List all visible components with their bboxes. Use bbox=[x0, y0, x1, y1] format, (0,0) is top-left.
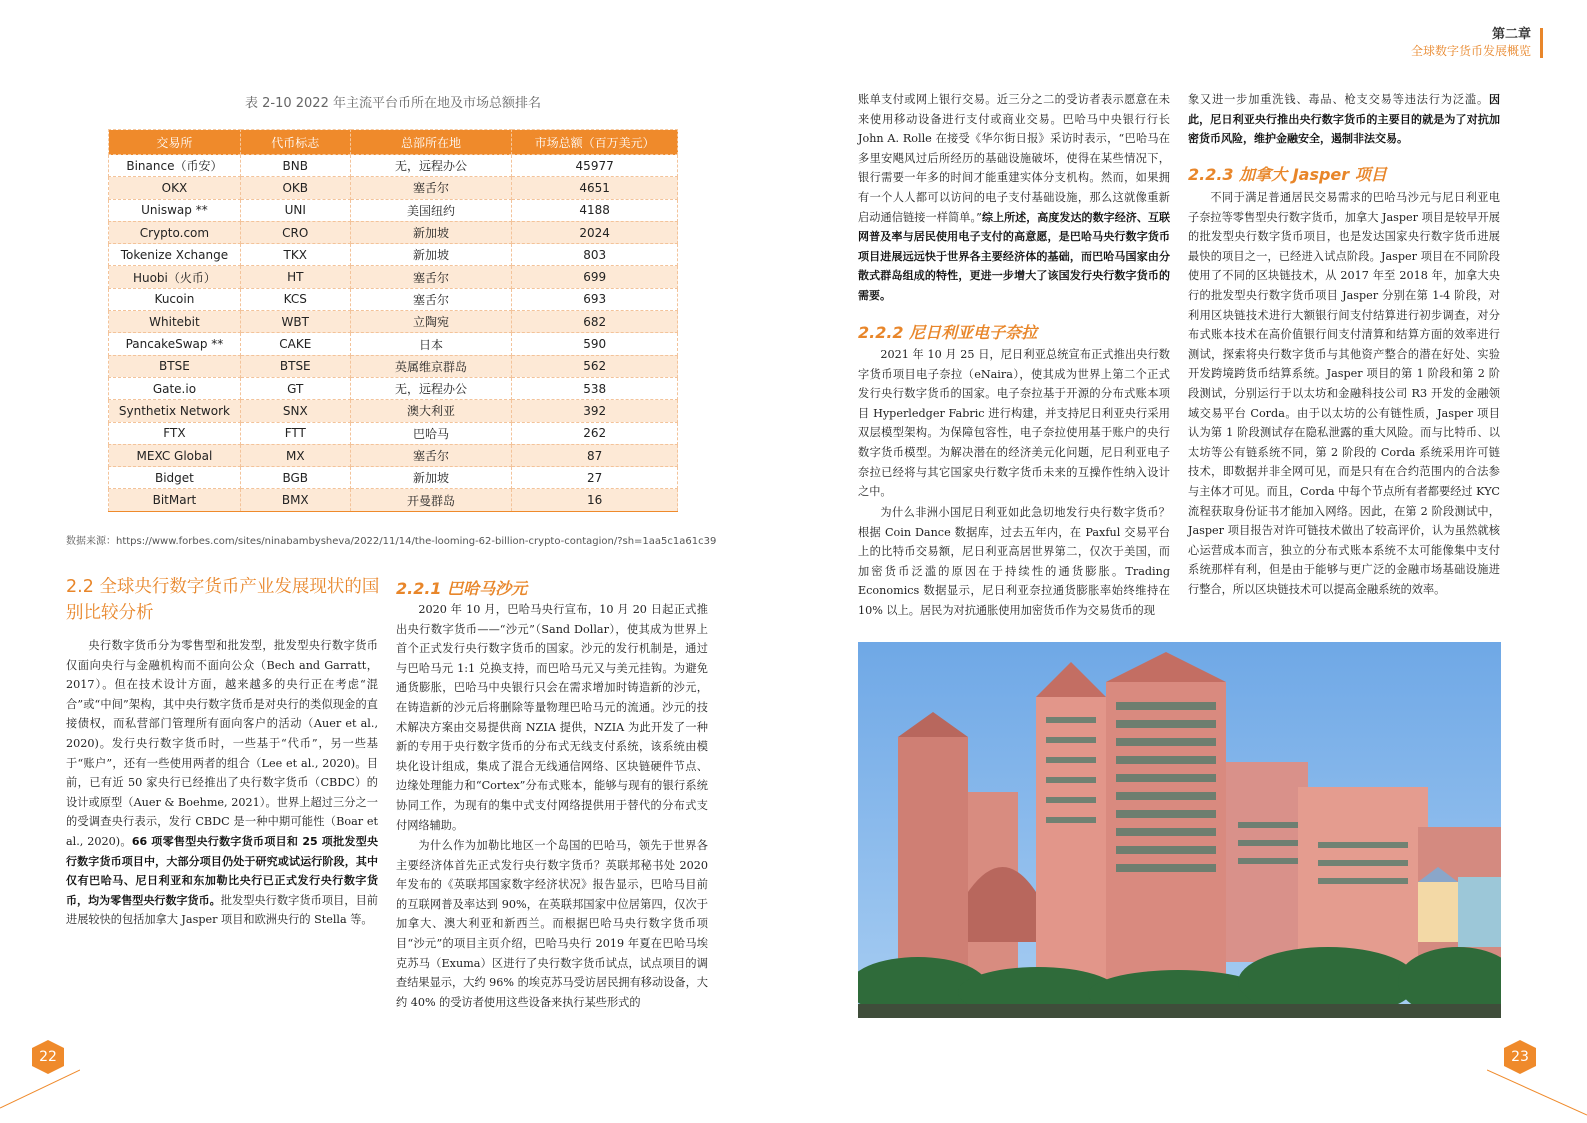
chapter-number: 第二章 bbox=[1491, 27, 1531, 42]
paragraph-bold-text: 因此，尼日利亚央行推出央行数字货币的主要目的就是为了对抗加密货币风险，维护金融安全，遏制非法交易。 bbox=[1188, 93, 1500, 146]
table-header-row bbox=[109, 130, 678, 155]
table-cell: UNI bbox=[240, 199, 350, 221]
table-cell: BTSE bbox=[240, 355, 350, 377]
table-cell: 803 bbox=[512, 244, 678, 266]
table-cell: CRO bbox=[240, 221, 350, 243]
table-cell: FTX bbox=[109, 422, 241, 444]
table-row bbox=[109, 444, 678, 466]
section-2-2-1-paragraph-3 bbox=[858, 90, 1170, 306]
table-cell: 塞舌尔 bbox=[350, 288, 512, 310]
table-cell: 英属维京群岛 bbox=[350, 355, 512, 377]
paragraph-text: 象又进一步加重洗钱、毒品、枪支交易等违法行为泛滥。 bbox=[1188, 93, 1489, 106]
table-row bbox=[109, 311, 678, 333]
table-cell: WBT bbox=[240, 311, 350, 333]
table-cell: Tokenize Xchange bbox=[109, 244, 241, 266]
table-cell: Whitebit bbox=[109, 311, 241, 333]
table-cell: 27 bbox=[512, 467, 678, 489]
table-cell: GT bbox=[240, 377, 350, 399]
section-2-2-2-heading: 2.2.2 尼日利亚电子奈拉 bbox=[858, 323, 1038, 342]
column-header: 市场总额（百万美元） bbox=[512, 130, 678, 155]
table-cell: 无，远程办公 bbox=[350, 377, 512, 399]
table-cell: 新加坡 bbox=[350, 244, 512, 266]
table-row bbox=[109, 155, 678, 177]
paragraph-text: 央行数字货币分为零售型和批发型，批发型央行数字货币仅面向央行与金融机构而不面向公众（Bech and Garratt，2017）。但在技术设计方面，越来越多的央行正在考虑“混合”或“中间”架构，其中央行数字货币是对央行的类似现金的直接债权，而私营部门管理所有面向客户的活动（Auer et al., 2020)。发行央行数字货币时，一些基于“代币”，另一些基于“账户”，还有一些使用两者的组合（Lee et al., 2020)。目前，已有近 50 家央行已经推出了央行数字货币（CBDC）的设计或原型（Auer & Boehme, 2021）。世界上超过三分之一的受调查央行表示，发行 CBDC 是一种中期可能性（Boar et al., 2020)。 bbox=[66, 639, 378, 848]
section-2-2-2-paragraph-3 bbox=[1188, 90, 1500, 149]
market-table bbox=[108, 129, 678, 512]
table-row bbox=[109, 266, 678, 288]
table-row bbox=[109, 489, 678, 511]
table-cell: 392 bbox=[512, 400, 678, 422]
table-cell: 塞舌尔 bbox=[350, 177, 512, 199]
table-cell: Huobi（火币） bbox=[109, 266, 241, 288]
table-cell: 新加坡 bbox=[350, 221, 512, 243]
table-cell: 682 bbox=[512, 311, 678, 333]
section-2-2-1-heading: 2.2.1 巴哈马沙元 bbox=[396, 579, 528, 598]
resort-photo bbox=[858, 642, 1501, 1018]
section-2-2-1-paragraph-1: 2020 年 10 月，巴哈马央行宣布，10 月 20 日起正式推出央行数字货币——“沙元”（Sand Dollar），使其成为世界上首个正式发行央行数字货币的国家。沙元的发行机制是，通过与巴哈马元 1:1 兑换支持，而巴哈马元又与美元挂钩。为避免通货膨胀，巴哈马中央银行只会在需求增加时铸造新的沙元，在铸造新的沙元后将删除等量物理巴哈马元的流通。沙元的技术解决方案由交易提供商 NZIA 提供，NZIA 为此开发了一种新的专用于央行数字货币的分布式无线支付系统，该系统由模块化设计组成，集成了混合无线通信网络、区块链硬件节点、边缘处理能力和“Cortex”分布式账本，能够与现有的银行系统协同工作，为现有的集中式支付网络提供用于替代的分布式支付网络辅助。 bbox=[396, 603, 708, 832]
table-cell: 塞舌尔 bbox=[350, 266, 512, 288]
table-cell: TKX bbox=[240, 244, 350, 266]
column-header: 代币标志 bbox=[240, 130, 350, 155]
table-cell: 巴哈马 bbox=[350, 422, 512, 444]
chapter-header bbox=[1411, 27, 1531, 59]
table-cell: Crypto.com bbox=[109, 221, 241, 243]
table-cell: PancakeSwap ** bbox=[109, 333, 241, 355]
table-row bbox=[109, 355, 678, 377]
table-cell: FTT bbox=[240, 422, 350, 444]
table-row bbox=[109, 400, 678, 422]
section-2-2-3-heading: 2.2.3 加拿大 Jasper 项目 bbox=[1188, 165, 1387, 184]
section-2-2-paragraph bbox=[66, 636, 378, 930]
table-cell: 262 bbox=[512, 422, 678, 444]
column-header: 交易所 bbox=[109, 130, 241, 155]
table-row bbox=[109, 221, 678, 243]
table-cell: Gate.io bbox=[109, 377, 241, 399]
table-cell: KCS bbox=[240, 288, 350, 310]
table-cell: SNX bbox=[240, 400, 350, 422]
section-2-2-3-paragraph-1: 不同于满足普通居民交易需求的巴哈马沙元与尼日利亚电子奈拉等零售型央行数字货币，加拿大 Jasper 项目是较早开展的批发型央行数字货币项目，也是发达国家央行数字货币进展最快的项目之一，已经进入试点阶段。Jasper 项目在不同阶段使用了不同的区块链技术，从 2017 年至 2018 年，加拿大央行的批发型央行数字货币项目 Jasper 分别在第 1-4 阶段，对利用区块链技术进行大额银行间支付结算进行初步调查，对分布式账本技术在高价值银行间支付清算和结算方面的效率进行测试，探索将央行数字货币与其他资产整合的潜在好处、实验开发跨境跨货币结算系统。Jasper 项目的第 1 阶段和第 2 阶段测试，分别运行于以太坊和金融科技公司 R3 开发的金融领域交易平台 Corda。由于以太坊的公有链性质，Jasper 项目认为第 1 阶段测试存在隐私泄露的重大风险。而与比特币、以太坊等公有链系统不同，第 2 阶段的 Corda 系统采用许可链技术，即数据并非全网可见，而是只有在合约范围内的合法参与主体才可见。而且，Corda 中每个节点所有者都要经过 KYC 流程获取身份证书才能加入网络。因此，在第 2 阶段测试中，Jasper 项目报告对许可链技术做出了较高评价，认为虽然就核心运营成本而言，独立的分布式账本系统不太可能像集中支付系统那样有利，但是由于能够与更广泛的金融市场基础设施进行整合，所以区块链技术可以提高金融系统的效率。 bbox=[1188, 191, 1500, 596]
table-row bbox=[109, 422, 678, 444]
table-cell: 美国纽约 bbox=[350, 199, 512, 221]
paragraph-bold-text: 66 项零售型央行数字货币项目和 25 项批发型央行数字货币项目中，大部分项目仍处于研究或试运行阶段，其中仅有巴哈马、尼日利亚和东加勒比央行已正式发行央行数字货币，均为零售型央行数字货币。 bbox=[66, 834, 378, 907]
table-cell: 16 bbox=[512, 489, 678, 511]
corner-decoration-left bbox=[0, 1060, 80, 1123]
paragraph-text: 账单支付或网上银行交易。近三分之二的受访者表示愿意在未来使用移动设备进行支付或商业交易。巴哈马中央银行行长 John A. Rolle 在接受《华尔街日报》采访时表示，“巴哈马在多里安飓风过后所经历的基础设施破坏，使得在某些情况下，银行需要一年多的时间才能重建实体分支机构。然而，如果拥有一个人人都可以访问的电子支付基础设施，那么这就像重新启动通信链接一样简单。” bbox=[858, 93, 1170, 224]
page-number-text: 23 bbox=[1511, 1049, 1529, 1065]
table-cell: 日本 bbox=[350, 333, 512, 355]
table-cell: MX bbox=[240, 444, 350, 466]
corner-decoration-right bbox=[1487, 1060, 1587, 1123]
table-row bbox=[109, 377, 678, 399]
table-cell: Kucoin bbox=[109, 288, 241, 310]
table-cell: 立陶宛 bbox=[350, 311, 512, 333]
table-cell: BMX bbox=[240, 489, 350, 511]
table-cell: 新加坡 bbox=[350, 467, 512, 489]
table-cell: 693 bbox=[512, 288, 678, 310]
table-cell: 开曼群岛 bbox=[350, 489, 512, 511]
table-cell: 4651 bbox=[512, 177, 678, 199]
section-2-2-2-paragraph-1: 2021 年 10 月 25 日，尼日利亚总统宣布正式推出央行数字货币项目电子奈拉（eNaira），使其成为世界上第二个正式发行央行数字货币的国家。电子奈拉基于开源的分布式账本项目 Hyperledger Fabric 进行构建，并支持尼日利亚央行采用双层模型架构。为保障包容性，电子奈拉使用基于账户的央行数字货币模型。为解决潜在的经济美元化问题，尼日利亚电子奈拉已经将与其它国家央行数字货币未来的互操作性纳入设计之中。 bbox=[858, 348, 1170, 499]
table-cell: 澳大利亚 bbox=[350, 400, 512, 422]
table-cell: CAKE bbox=[240, 333, 350, 355]
table-cell: BNB bbox=[240, 155, 350, 177]
table-row bbox=[109, 244, 678, 266]
column-header: 总部所在地 bbox=[350, 130, 512, 155]
table-cell: Uniswap ** bbox=[109, 199, 241, 221]
paragraph-bold-text: 综上所述，高度发达的数字经济、互联网普及率与居民使用电子支付的高意愿，是巴哈马央行数字货币项目进展远远快于世界各主要经济体的基础，而巴哈马国家由分散式群岛组成的特性，更进一步增大了该国发行央行数字货币的需要。 bbox=[858, 210, 1171, 302]
table-cell: 87 bbox=[512, 444, 678, 466]
table-source-note: 数据来源：https://www.forbes.com/sites/ninabambysheva/2022/11/14/the-looming-62-billion-crypto-contagion/?sh=1aa5c1a61c39 bbox=[66, 536, 717, 547]
table-cell: BGB bbox=[240, 467, 350, 489]
table-row bbox=[109, 177, 678, 199]
table-row bbox=[109, 288, 678, 310]
table-cell: 塞舌尔 bbox=[350, 444, 512, 466]
table-row bbox=[109, 199, 678, 221]
table-cell: 45977 bbox=[512, 155, 678, 177]
table-cell: BitMart bbox=[109, 489, 241, 511]
table-cell: BTSE bbox=[109, 355, 241, 377]
table-cell: 562 bbox=[512, 355, 678, 377]
table-row bbox=[109, 467, 678, 489]
table-cell: Bidget bbox=[109, 467, 241, 489]
table-cell: 699 bbox=[512, 266, 678, 288]
resort-illustration bbox=[858, 642, 1501, 1018]
table-cell: HT bbox=[240, 266, 350, 288]
table-cell: 2024 bbox=[512, 221, 678, 243]
table-cell: Synthetix Network bbox=[109, 400, 241, 422]
table-row bbox=[109, 333, 678, 355]
table-cell: 无，远程办公 bbox=[350, 155, 512, 177]
chapter-title: 全球数字货币发展概览 bbox=[1410, 44, 1531, 58]
table-cell: 4188 bbox=[512, 199, 678, 221]
table-cell: MEXC Global bbox=[109, 444, 241, 466]
section-2-2-1-paragraph-2: 为什么作为加勒比地区一个岛国的巴哈马，领先于世界各主要经济体首先正式发行央行数字货币？英联邦秘书处 2020 年发布的《英联邦国家数字经济状况》报告显示，巴哈马目前的互联网普及率达到 90%，在英联邦国家中位居第四，仅次于加拿大、澳大利亚和新西兰。而根据巴哈马央行数字货币项目“沙元”的项目主页介绍，巴哈马央行 2019 年夏在巴哈马埃克苏马（Exuma）区进行了央行数字货币试点，试点项目的调查结果显示，大约 96% 的埃克苏马受访居民拥有移动设备，大约 40% 的受访者使用这些设备来执行某些形式的 bbox=[396, 839, 708, 1009]
table-cell: Binance（币安） bbox=[109, 155, 241, 177]
table-cell: 590 bbox=[512, 333, 678, 355]
table-cell: 538 bbox=[512, 377, 678, 399]
table-cell: OKB bbox=[240, 177, 350, 199]
section-2-2-heading: 2.2 全球央行数字货币产业发展现状的国别比较分析 bbox=[66, 577, 380, 623]
section-2-2-2-paragraph-2: 为什么非洲小国尼日利亚如此急切地发行央行数字货币？根据 Coin Dance 数据库，过去五年内，在 Paxful 交易平台上的比特币交易额，尼日利亚高居世界第二，仅次于美国，而加密货币泛滥的原因在于持续性的通货膨胀。Trading Economics 数据显示，尼日利亚奈拉通货膨胀率始终维持在 10% 以上。居民为对抗通胀使用加密货币作为交易货币的现 bbox=[858, 506, 1170, 617]
paragraph-text: 批发型央行数字货币项目，目前进展较快的包括加拿大 Jasper 项目和欧洲央行的 Stella 等。 bbox=[66, 893, 378, 927]
page-number-text: 22 bbox=[39, 1049, 57, 1065]
table-cell: OKX bbox=[109, 177, 241, 199]
table-body bbox=[109, 155, 678, 512]
table-caption: 表 2-10 2022 年主流平台币所在地及市场总额排名 bbox=[245, 96, 541, 111]
header-accent-bar bbox=[1540, 28, 1543, 58]
